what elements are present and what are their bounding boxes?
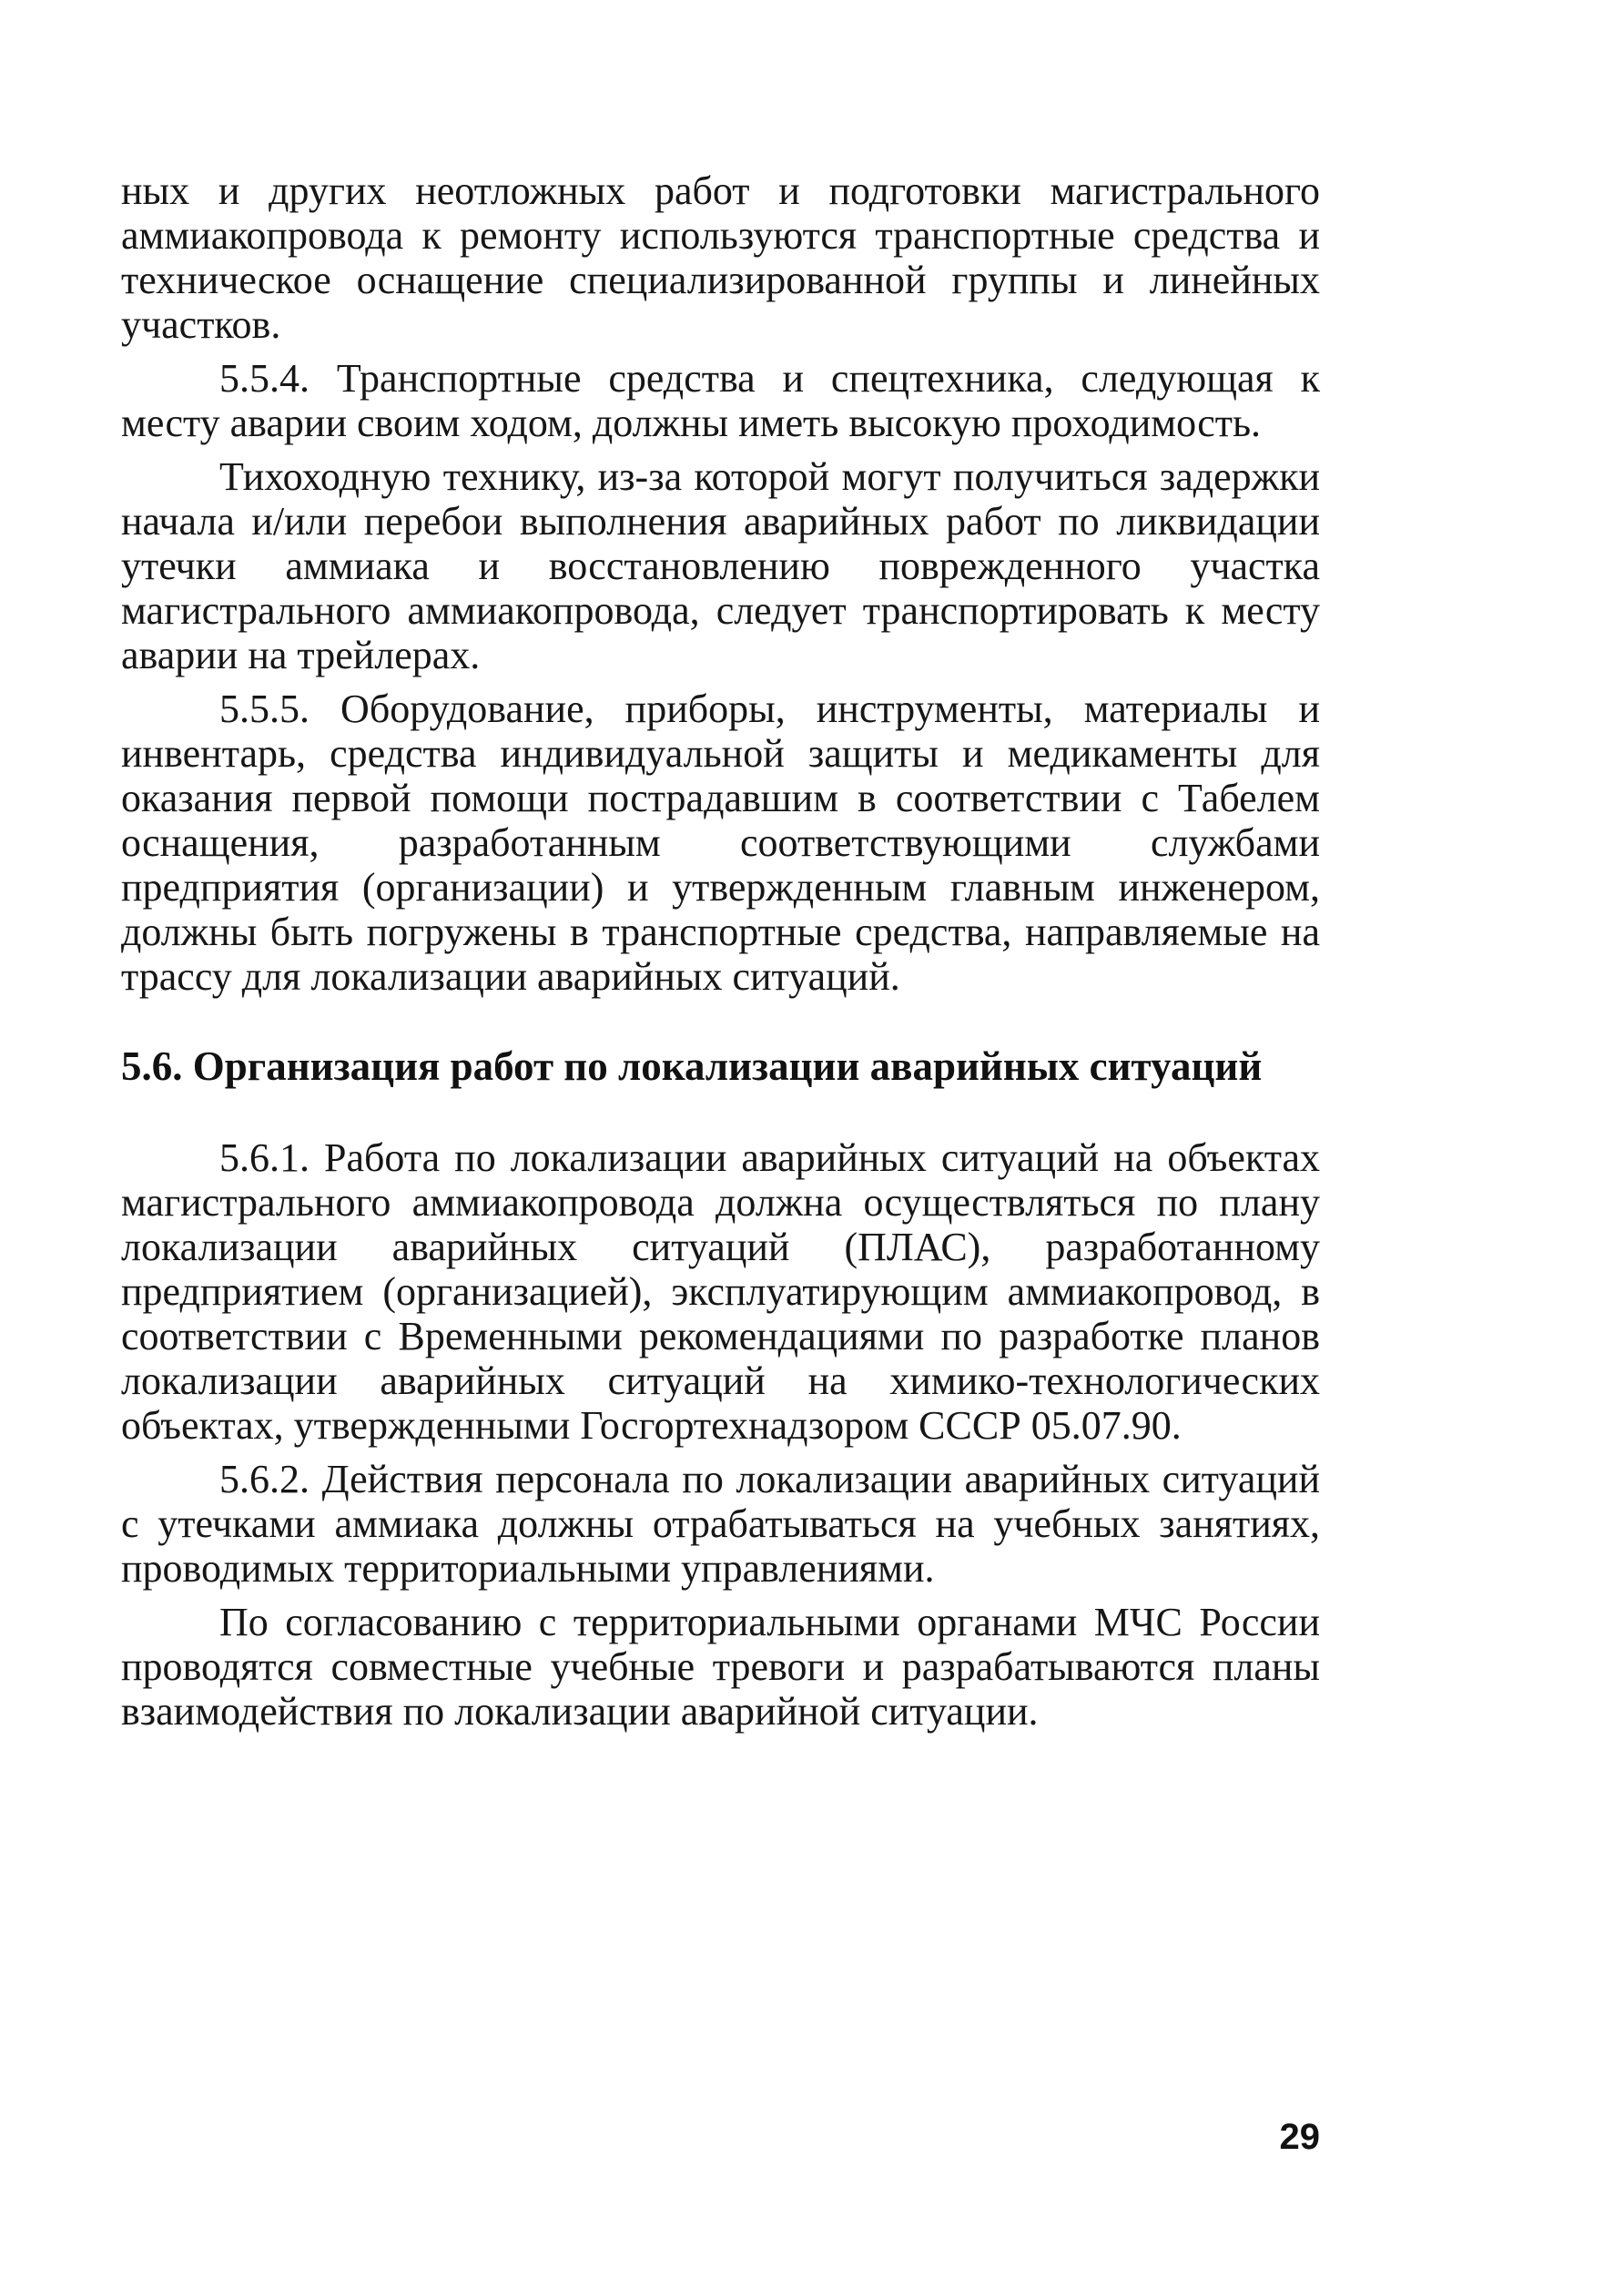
paragraph-5-6-1: 5.6.1. Работа по локализации аварийных ситуаций на объектах магистрального аммиакопровода должна осуществляться по плану локализации аварийных ситуаций (ПЛАС), разработанному предприятием (организацией), эксплуатирующим аммиакопровод, в соответствии с Временными рекомендациями по разработке планов локализации аварийных ситуаций на химико-технологических объектах, утвержденными Госгортехнадзором СССР 05.07.90. — [121, 1135, 1320, 1448]
paragraph-slow-machinery: Тихоходную технику, из-за которой могут получиться задержки начала и/или перебои выполнения аварийных работ по ликвидации утечки аммиака и восстановлению поврежденного участка магистрального аммиакопровода, следует транспортировать к месту аварии на трейлерах. — [121, 454, 1320, 677]
paragraph-continuation: ных и других неотложных работ и подготовки магистрального аммиакопровода к ремонту используются транспортные средства и техническое оснащение специализированной группы и линейных участков. — [121, 168, 1320, 347]
section-heading-5-6: 5.6. Организация работ по локализации аварийных ситуаций — [121, 1043, 1263, 1089]
page-number: 29 — [1279, 2117, 1320, 2157]
paragraph-5-6-2: 5.6.2. Действия персонала по локализации аварийных ситуаций с утечками аммиака должны отрабатываться на учебных занятиях, проводимых территориальными управлениями. — [121, 1457, 1320, 1591]
paragraph-mchs: По согласованию с территориальными органами МЧС России проводятся совместные учебные тревоги и разрабатываются планы взаимодействия по локализации аварийной ситуации. — [121, 1600, 1320, 1734]
page-body — [121, 168, 1320, 1743]
paragraph-5-5-5: 5.5.5. Оборудование, приборы, инструменты, материалы и инвентарь, средства индивидуальной защиты и медикаменты для оказания первой помощи пострадавшим в соответствии с Табелем оснащения, разработанным соответствующими службами предприятия (организации) и утвержденным главным инженером, должны быть погружены в транспортные средства, направляемые на трассу для локализации аварийных ситуаций. — [121, 687, 1320, 999]
paragraph-5-5-4: 5.5.4. Транспортные средства и спецтехника, следующая к месту аварии своим ходом, должны иметь высокую проходимость. — [121, 356, 1320, 445]
